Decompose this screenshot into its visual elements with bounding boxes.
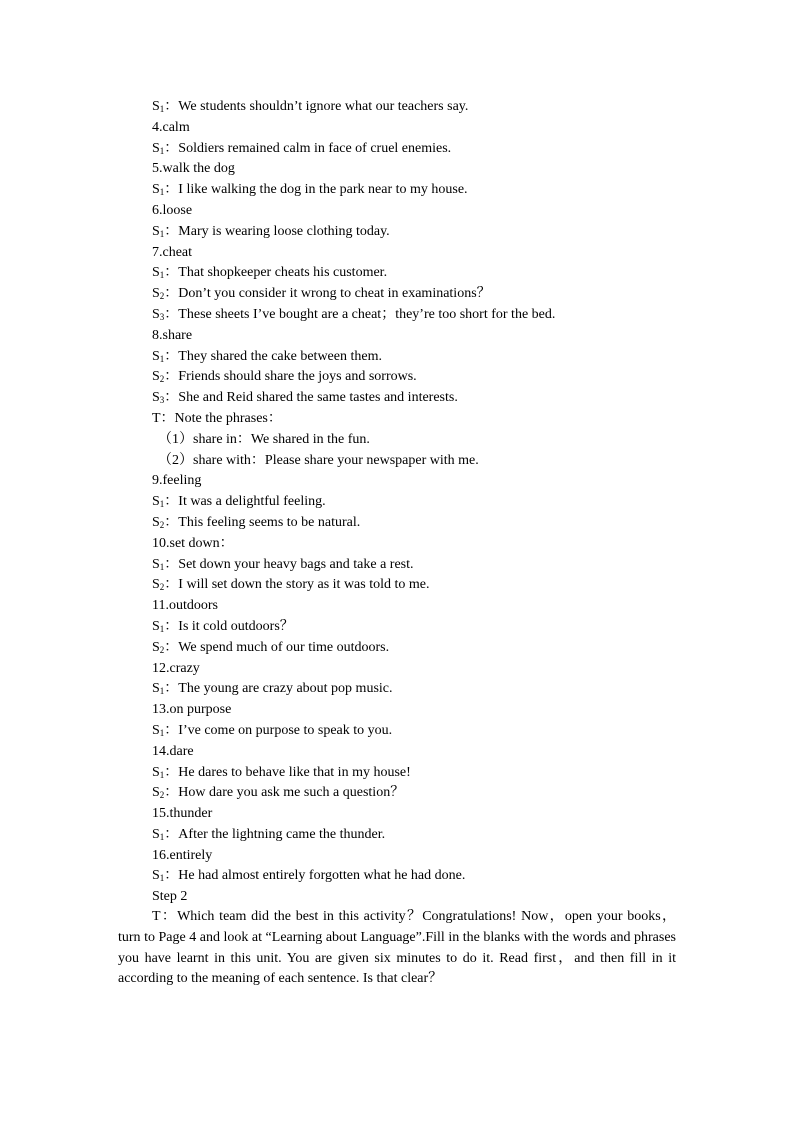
speaker-label: $S_1$： — [152, 348, 179, 364]
vocabulary-heading — [152, 846, 692, 867]
dialogue-line — [152, 139, 692, 160]
line-text: 4.calm — [152, 119, 190, 135]
vocabulary-heading — [152, 700, 692, 721]
line-text: We spend much of our time outdoors. — [178, 639, 390, 655]
dialogue-line — [152, 638, 692, 659]
vocabulary-heading — [152, 659, 692, 680]
line-text: I like walking the dog in the park near to my house. — [178, 182, 468, 198]
line-text: 10.set down： — [152, 535, 234, 551]
line-text: Friends should share the joys and sorrows. — [178, 369, 417, 385]
dialogue-line — [152, 575, 692, 596]
line-text: After the lightning came the thunder. — [178, 826, 386, 842]
vocabulary-heading — [152, 326, 692, 347]
vocabulary-heading — [152, 201, 692, 222]
vocabulary-heading — [152, 804, 692, 825]
speaker-label: $S_2$： — [152, 785, 179, 801]
speaker-label: $S_1$： — [152, 556, 179, 572]
line-text: 11.outdoors — [152, 598, 218, 614]
dialogue-line — [152, 763, 692, 784]
line-text: He dares to behave like that in my house! — [178, 764, 411, 780]
speaker-label: $S_1$： — [152, 494, 179, 510]
line-text: 6.loose — [152, 202, 193, 218]
speaker-label: $S_1$： — [152, 618, 179, 634]
line-text: Soldiers remained calm in face of cruel enemies. — [178, 140, 452, 156]
line-text: 15.thunder — [152, 806, 213, 822]
line-text: It was a delightful feeling. — [178, 494, 326, 510]
vocabulary-heading — [152, 159, 692, 180]
line-text: T：Note the phrases： — [152, 410, 282, 426]
vocabulary-heading — [152, 243, 692, 264]
vocabulary-heading — [152, 596, 692, 617]
line-text: 12.crazy — [152, 660, 200, 676]
line-text: Is it cold outdoors？ — [178, 618, 294, 634]
vocabulary-heading — [152, 430, 692, 451]
speaker-label: $S_2$： — [152, 577, 179, 593]
line-text: 14.dare — [152, 743, 194, 759]
speaker-label: $S_1$： — [152, 764, 179, 780]
speaker-label: $S_1$： — [152, 265, 179, 281]
vocabulary-heading — [152, 887, 692, 908]
line-text: Step 2 — [152, 889, 188, 905]
speaker-label: $S_3$： — [152, 390, 179, 406]
dialogue-line — [152, 825, 692, 846]
line-text: She and Reid shared the same tastes and interests. — [178, 390, 458, 406]
speaker-label: $S_2$： — [152, 514, 179, 530]
speaker-label: $S_2$： — [152, 369, 179, 385]
speaker-label: $S_1$： — [152, 223, 179, 239]
vocabulary-heading — [152, 118, 692, 139]
dialogue-line — [152, 367, 692, 388]
speaker-label: $S_1$： — [152, 681, 179, 697]
vocabulary-heading — [152, 534, 692, 555]
dialogue-line — [152, 679, 692, 700]
line-text: 7.cheat — [152, 244, 193, 260]
vocabulary-heading — [152, 409, 692, 430]
dialogue-line — [152, 783, 692, 804]
speaker-label: $S_2$： — [152, 286, 179, 302]
speaker-label: $S_1$： — [152, 99, 179, 114]
speaker-label: $S_2$： — [152, 639, 179, 655]
line-text: That shopkeeper cheats his customer. — [178, 265, 388, 281]
speaker-label: $S_1$： — [152, 868, 179, 884]
dialogue-line — [152, 305, 692, 326]
vocabulary-heading — [152, 451, 692, 472]
speaker-label: $S_1$： — [152, 182, 179, 198]
dialogue-line — [152, 284, 692, 305]
line-text: We students shouldn’t ignore what our teachers say. — [178, 99, 469, 114]
line-text: 9.feeling — [152, 473, 202, 489]
line-text: The young are crazy about pop music. — [178, 681, 393, 697]
line-text: （2）share with：Please share your newspaper with me. — [158, 452, 479, 468]
dialogue-line — [152, 97, 692, 118]
dialogue-line — [152, 180, 692, 201]
line-text: These sheets I’ve bought are a cheat；they’re too short for the bed. — [178, 306, 556, 322]
lesson-lines — [152, 97, 692, 908]
line-text: Mary is wearing loose clothing today. — [178, 223, 390, 239]
line-text: Set down your heavy bags and take a rest. — [178, 556, 414, 572]
dialogue-line — [152, 721, 692, 742]
dialogue-line — [152, 555, 692, 576]
line-text: 16.entirely — [152, 847, 213, 863]
line-text: 8.share — [152, 327, 193, 343]
dialogue-line — [152, 492, 692, 513]
vocabulary-heading — [152, 742, 692, 763]
instruction-paragraph: T：Which team did the best in this activity？Congratulations! Now，open your books，turn to Page 4 and look at “Learning about Language”.Fill in the blanks with the words and phrases you have learnt in this unit. You are given six minutes to do it. Read first，and then fill in it according to the meaning of each sentence. Is that clear？ — [118, 909, 676, 987]
line-text: 13.on purpose — [152, 702, 232, 718]
dialogue-line — [152, 617, 692, 638]
speaker-label: $S_3$： — [152, 306, 179, 322]
line-text: He had almost entirely forgotten what he had done. — [178, 868, 466, 884]
dialogue-line — [152, 347, 692, 368]
line-text: I will set down the story as it was told to me. — [178, 577, 430, 593]
line-text: （1）share in：We shared in the fun. — [158, 431, 370, 447]
dialogue-line — [152, 388, 692, 409]
dialogue-line — [152, 263, 692, 284]
line-text: They shared the cake between them. — [178, 348, 382, 364]
line-text: This feeling seems to be natural. — [178, 514, 361, 530]
line-text: Don’t you consider it wrong to cheat in examinations？ — [178, 286, 491, 302]
dialogue-line — [152, 513, 692, 534]
line-text: How dare you ask me such a question？ — [178, 785, 405, 801]
vocabulary-heading — [152, 471, 692, 492]
speaker-label: $S_1$： — [152, 140, 179, 156]
speaker-label: $S_1$： — [152, 826, 179, 842]
speaker-label: $S_1$： — [152, 722, 179, 738]
dialogue-line — [152, 866, 692, 887]
line-text: 5.walk the dog — [152, 161, 235, 177]
dialogue-line — [152, 222, 692, 243]
line-text: I’ve come on purpose to speak to you. — [178, 722, 393, 738]
